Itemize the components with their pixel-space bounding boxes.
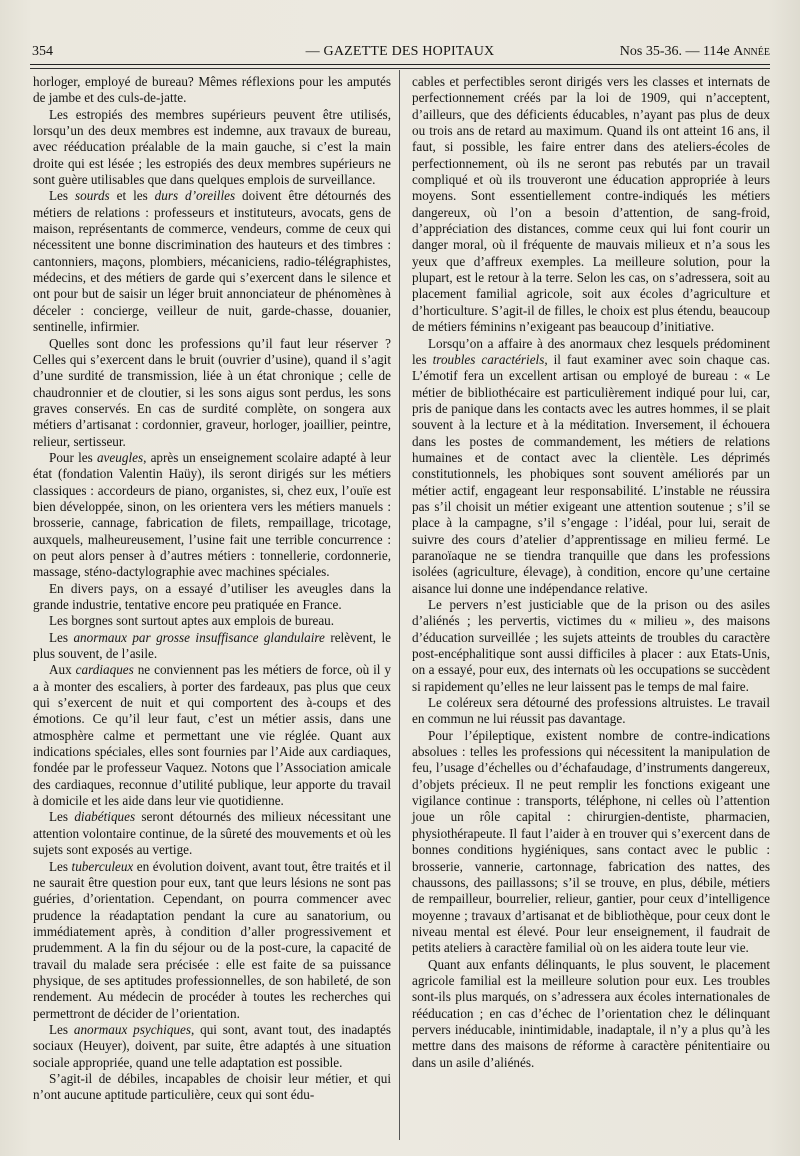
header-rule-thin [30,68,770,69]
paragraph-text: horloger, employé de bureau? Mêmes réflexions pour les amputés de jambe et des culs-de-jatte. [33,74,391,106]
paragraph-text: S’agit-il de débiles, incapables de choisir leur métier, et qui n’ont aucune aptitude particulière, ceux qui sont édu- [33,1070,391,1103]
paragraph [33,859,391,1022]
paragraph [33,188,391,335]
column-divider [399,70,400,1140]
italic-term: troubles caractériels [432,351,545,367]
paragraph [33,1071,391,1104]
paragraph-text: Quant aux enfants délinquants, le plus souvent, le placement agricole familial est la meilleure solution pour eux. Les troubles sont-ils plus marqués, on s’adressera aux écoles internationales de rééducation ; en cas d’échec de l’orientation chez le délinquant pervers inéducable, inintimidable, inadaptale, il n’y a plus qu’à les mettre dans des maisons de réforme à caractère pénitentiaire ou dans un asile d’aliénés. [412,956,770,1070]
paragraph [33,1022,391,1071]
paragraph-text: Pour les [49,449,97,465]
paragraph-text: Quelles sont donc les professions qu’il faut leur réserver ? Celles qui s’exercent dans le bruit (ouvrier d’usine), quand il s’agit d’une surdité de transmission, liée à un état chronique ; celle de chaudronnier et de cloutier, si les sons aigus sont perdus, les sons graves conservés. En cas de surdité complète, on songera aux métiers d’artisanat : cordonnier, graveur, horloger, joaillier, peintre, relieur, sertisseur. [33,335,391,449]
header-rule-thick [30,64,770,65]
italic-term: anormaux par grosse insuffisance glandulaire [73,629,325,645]
italic-term: anormaux psychiques [73,1021,191,1037]
paragraph-text: En divers pays, on a essayé d’utiliser les aveugles dans la grande industrie, tentative encore peu pratiquée en France. [33,580,391,612]
paragraph-text: en évolution doivent, avant tout, être traités et il ne saurait être question pour eux, tant que leurs lésions ne sont pas guéries, d’orientation. Cependant, on pourra commencer avec prudence la réadaptation pendant la cure au sanatorium, ou immédiatement après, à condition d’aller progressivement et prudemment. A la fin du séjour ou de la post-cure, la capacité de travail du malade sera précisée : elle est faite de sa puissance physique, de ses aptitudes professionnelles, de son habileté, de son rendement. Au médecin de procéder à toutes les recherches qui permettront de décider de l’orientation. [33,858,391,1021]
italic-term: diabétiques [74,809,136,825]
paragraph-text: Les [49,188,75,204]
paragraph-text: , il faut examiner avec soin chaque cas. L’émotif fera un excellent artisan ou employé de bureau : « Le métier de bibliothécaire est particulièrement indiqué pour lui, car, pris de panique dans les contacts avec les autres hommes, il se plait souvent à la lecture et à la méditation. Inversement, il échouera dans les postes de commandement, les métiers de relations humaines et de contact avec la clientèle. Les déprimés constitutionnels, les phobiques sont souvent améliorés par un métier actif, engageant leur responsabilité. L’instable ne réussira pas s’il choisit un métier exigeant une attention soutenue ; s’il se place à la campagne, s’il s’engage : l’idéal, pour lui, serait de suivre des cours d’atelier d’apprentissage en milieu fermé. Le paranoïaque ne se tiendra tranquille que dans les professions isolées (agriculture, élevage), à condition, encore qu’une certaine aisance lui donne une indépendance relative. [412,351,770,596]
running-header [30,44,770,66]
paragraph-text: Les borgnes sont surtout aptes aux emplois de bureau. [49,613,335,629]
paragraph [33,809,391,858]
paragraph-text: doivent être détournés des métiers de relations : professeurs et instituteurs, avocats, gens de maison, représentants de commerce, vendeurs, comme de ceux qui nécessitent une bonne discrimination des hauteurs et des timbres : cantonniers, maçons, plombiers, mécaniciens, radio-télégraphistes, médecins, et des métiers de garde qui s’exercent dans le silence et ont pour but de saisir un léger bruit annonciateur de phénomènes à déceler : concierge, veilleur de nuit, garde-chasse, douanier, sentinelle, infirmier. [33,188,391,335]
paragraph-text: Lorsqu’on a affaire à des anormaux chez lesquels prédominent les [412,335,770,367]
paragraph-text: Les [49,858,72,874]
left-column [33,74,391,1104]
paragraph-text: Le pervers n’est justiciable que de la prison ou des asiles d’aliénés ; les pervertis, victimes du « milieu », des maisons d’éducation surveillée ; les sujets atteints de troubles du caractère post-encéphalitique sont aussi difficiles à placer : aux Etats-Unis, on a essayé, pour eux, des internats où les occupations se succèdent si rapidement qu’elles ne leur laissent pas le temps de mal faire. [412,597,770,694]
issue-year-label: Année [733,44,770,59]
paragraph [33,450,391,581]
paragraph [33,613,391,629]
paragraph [33,74,391,107]
paragraph-text: Les estropiés des membres supérieurs peuvent être utilisés, lorsqu’un des deux membres est indemne, aux travaux de bureau, avec rééducation préalable de la main gauche, si c’est la main droite qui est lésée ; les estropiés des deux membres supérieurs ne sont guère utilisables que dans quelques emplois de surveillance. [33,106,391,188]
issue-info [620,44,770,60]
paragraph-text: , après un enseignement scolaire adapté à leur état (fondation Valentin Haüy), ils seront dirigés sur les métiers classiques : accordeurs de piano, organistes, si, chez eux, l’ouïe est bien développée, sinon, on les orientera vers les métiers manuels : brosserie, cannage, fabrication de filets, rempaillage, tricotage, auxquels, malheureusement, l’usine fait une terrible concurrence : on peut alors penser à d’autres métiers : tonnellerie, cordonnerie, massage, sténo-dactylographie avec machines spéciales. [33,449,392,580]
paragraph-text: ne conviennent pas les métiers de force, où il y a à monter des escaliers, à porter des fardeaux, pas plus que ceux qui s’exercent de nuit et qui comportent des à-coups et des émotions. Ce qu’il leur faut, c’est un métier assis, dans une atmosphère calme et permettant une vie réglée. Quant aux indications spéciales, elles sont fournies par l’Aide aux cardiaques, fondée par le professeur Vaquez. Notons que l’Association amicale des cardiaques, reconnue d’utilité publique, leur apporte du travail à domicile et les aide dans leur vie quotidienne. [33,662,391,809]
paragraph [412,728,770,957]
italic-term: durs d’oreilles [154,188,236,204]
paragraph-text: relèvent, le plus souvent, de l’asile. [33,629,392,662]
paragraph-text: , qui sont, avant tout, des inadaptés sociaux (Heuyer), doivent, par suite, être adaptés à une situation sociale appropriée, quand une telle adaptation est possible. [33,1021,391,1070]
paragraph-text: cables et perfectibles seront dirigés vers les classes et internats de perfectionnement créés par la loi de 1909, qui n’acceptent, d’ailleurs, que des déficients éducables, n’ayant pas plus de deux ou trois ans de retard au maximum. Quand ils ont atteint 16 ans, il faut, si possible, les faire entrer dans des ateliers-écoles de perfectionnement, où ils ne seront pas rebutés par un travail compliqué et où ils trouveront une éducation appropriée à leurs moyens. Sont essentiellement contre-indiqués les métiers dangereux, où l’on a besoin d’attention, de sang-froid, d’appréciation des distances, comme ceux qui lui font courir un danger moral, où il fréquente de mauvais milieux et n’a sous les yeux que d’affreux exemples. La meilleure solution, pour la plupart, est le retour à la terre. Selon les cas, on s’adressera, soit au placement familial agricole, soit aux écoles d’agriculture et d’horticulture. S’agit-il de filles, le choix est plus étendu, beaucoup de métiers féminins n’exigeant pas beaucoup d’initiative. [412,74,770,335]
paragraph [412,695,770,728]
journal-title: — GAZETTE DES HOPITAUX [305,44,495,59]
paragraph [33,662,391,809]
paragraph-text: Les [49,1021,74,1037]
page-number: 354 [32,44,53,59]
paragraph [33,107,391,189]
paragraph [412,74,770,336]
italic-term: sourds [74,188,110,204]
paragraph [412,336,770,598]
paragraph-text: Les [49,809,75,825]
paragraph-text: Pour l’épileptique, existent nombre de contre-indications absolues : telles les professions qui nécessitent la manipulation de feu, l’usage d’échelles ou d’échafaudage, d’instruments dangereux, d’objets précieux. Il ne peut remplir les fonctions exigeant une vigilance continue : transports, téléphone, ni celles où l’attention joue un rôle capital : chirurgien-dentiste, pharmacien, physiothérapeute. Il faut l’aider à en trouver qui s’exercent dans de bonnes conditions hygiéniques, sans contact avec le public : brosserie, vannerie, cartonnage, fabrication des nattes, des chaussons, des paillassons; s’il se trouve, en plus, débile, métiers de rempailleur, bourrelier, relieur, gantier, pour ceux d’intelligence moyenne ; travaux d’artisanat et de bibliothèque, pour ceux dont le niveau mental est élevé. Pour leur enseignement, il faudrait de petits ateliers à caractère familial où on les aidera toute leur vie. [412,727,770,956]
right-column [412,74,770,1071]
italic-term: aveugles [96,449,144,465]
italic-term: cardiaques [75,662,134,678]
issue-numbers: Nos 35-36. — 114e [619,44,730,59]
paragraph-text: seront détournés des milieux nécessitant une attention volontaire continue, de la sûreté des mouvements et où les sujets sont exposés au vertige. [33,809,391,858]
paragraph [33,581,391,614]
paragraph-text: et les [109,188,155,204]
paragraph [412,957,770,1071]
paragraph-text: Aux [49,662,76,678]
paragraph [33,336,391,450]
paragraph [33,630,391,663]
paragraph-text: Le coléreux sera détourné des professions altruistes. Le travail en commun ne lui réussit pas davantage. [412,695,770,727]
paragraph [412,597,770,695]
italic-term: tuberculeux [71,858,134,874]
paragraph-text: Les [49,629,74,645]
